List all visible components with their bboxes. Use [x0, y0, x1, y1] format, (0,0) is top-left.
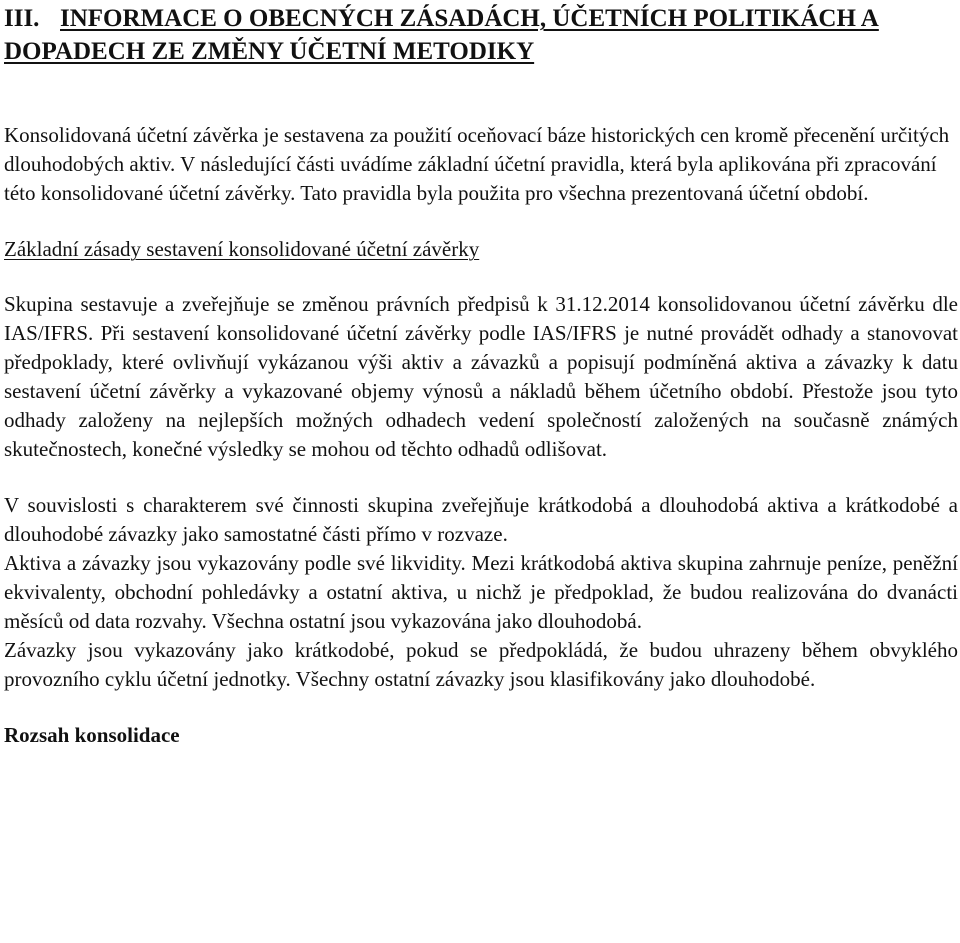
document-page: [4, 0, 958, 750]
section-number: III.: [4, 5, 40, 32]
basis-paragraph: Skupina sestavuje a zveřejňuje se změnou právních předpisů k 31.12.2014 konsolidovanou účetní závěrku dle IAS/IFRS. Při sestavení konsolidované účetní závěrky podle IAS/IFRS je nutné provádět odhady a stanovovat předpoklady, které ovlivňují vykázanou výši aktiv a závazků a popisují podmíněná aktiva a závazky k datu sestavení účetní závěrky a vykazované objemy výnosů a nákladů během účetního období. Přestože jsou tyto odhady založeny na nejlepších možných odhadech vedení společností založených na současně známých skutečnostech, konečné výsledky se mohou od těchto odhadů odlišovat.: [4, 292, 958, 461]
section-title: INFORMACE O OBECNÝCH ZÁSADÁCH, ÚČETNÍCH POLITIKÁCH A DOPADECH ZE ZMĚNY ÚČETNÍ METODIKY: [4, 5, 879, 65]
consolidation-scope-heading: Rozsah konsolidace: [4, 723, 180, 747]
liabilities-paragraph: Závazky jsou vykazovány jako krátkodobé, pokud se předpokládá, že budou uhrazeny během obvyklého provozního cyklu účetní jednotky. Všechny ostatní závazky jsou klasifikovány jako dlouhodobé.: [4, 638, 958, 691]
liquidity-paragraph: Aktiva a závazky jsou vykazovány podle své likvidity. Mezi krátkodobá aktiva skupina zahrnuje peníze, peněžní ekvivalenty, obchodní pohledávky a ostatní aktiva, u nichž je předpoklad, že budou realizována do dvanácti měsíců od data rozvahy. Všechna ostatní jsou vykazována jako dlouhodobá.: [4, 551, 958, 633]
section-heading: [4, 0, 958, 68]
subheading-principles: Základní zásady sestavení konsolidované účetní závěrky: [4, 237, 480, 261]
separate-items-paragraph: V souvislosti s charakterem své činnosti skupina zveřejňuje krátkodobá a dlouhodobá aktiva a krátkodobé a dlouhodobé závazky jako samostatné části přímo v rozvaze.: [4, 493, 958, 546]
intro-paragraph: Konsolidovaná účetní závěrka je sestavena za použití oceňovací báze historických cen kromě přecenění určitých dlouhodobých aktiv. V následující části uvádíme základní účetní pravidla, která byla aplikována při zpracování této konsolidované účetní závěrky. Tato pravidla byla použita pro všechna prezentovaná účetní období.: [4, 123, 950, 205]
